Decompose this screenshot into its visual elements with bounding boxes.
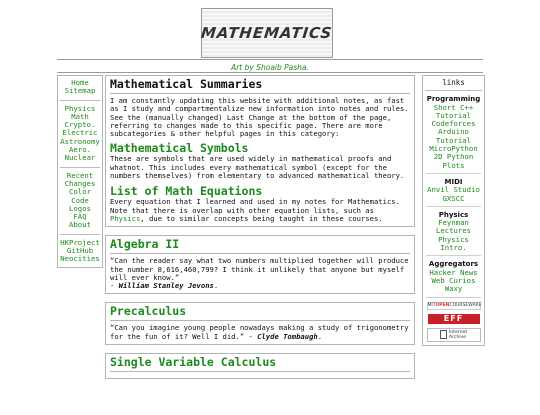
link-waxy[interactable]: Waxy: [444, 284, 463, 294]
link-arduino-tutorial[interactable]: Tutorial: [435, 135, 472, 145]
left-nav: [57, 75, 103, 268]
precalc-quote: “Can you imagine young people nowadays making a study of trigonometry for the fun of it? Well I did.” - Clyde Tombaugh.: [110, 323, 409, 341]
nav-crypto[interactable]: Crypto.: [64, 120, 96, 130]
link-gxscc[interactable]: GXSCC: [442, 193, 465, 203]
link-physics[interactable]: Physics: [438, 234, 469, 244]
symbols-link[interactable]: Mathematical Symbols: [110, 141, 249, 156]
nav-neocities[interactable]: Neocities: [60, 254, 100, 264]
link-plots[interactable]: Plots: [442, 160, 465, 170]
right-nav: [422, 75, 485, 346]
mathematics-banner-logo: [201, 8, 333, 58]
group-divider: [426, 297, 481, 298]
calc-link[interactable]: Single Variable Calculus: [110, 355, 277, 370]
symbols-description: These are symbols that are used widely in mathematical proofs and whatnot. This includes every mathematical symbol (except for the numbers themselves) from elementary to advanced mathematical theory.: [110, 154, 405, 181]
calc-section: [105, 353, 415, 379]
header-divider-top: [57, 59, 483, 60]
quote-author: William Stanley Jevons: [118, 281, 214, 291]
link-hacker-news[interactable]: Hacker News: [429, 267, 478, 277]
internet-archive-badge[interactable]: Internet Archive: [427, 328, 481, 342]
link-codeforces[interactable]: Codeforces: [431, 119, 476, 129]
section-rule: [110, 320, 410, 321]
precalc-link[interactable]: Precalculus: [110, 304, 187, 319]
section-rule: [110, 371, 410, 372]
nav-divider: [60, 234, 100, 235]
link-short-cpp[interactable]: Short C++: [433, 102, 474, 112]
nav-about[interactable]: About: [69, 220, 91, 230]
quote-author: Clyde Tombaugh: [257, 331, 318, 341]
nav-code[interactable]: Code: [71, 195, 89, 205]
nav-color[interactable]: Color: [69, 187, 91, 197]
section-rule: [110, 253, 410, 254]
nav-faq[interactable]: FAQ: [73, 212, 87, 222]
group-divider: [426, 173, 481, 174]
archive-building-icon: [440, 330, 447, 339]
physics-heading: Physics: [438, 210, 469, 219]
nav-astronomy[interactable]: Astronomy: [60, 136, 100, 146]
eff-badge[interactable]: EFF: [428, 314, 480, 324]
header-divider-bottom: [57, 72, 483, 73]
nav-github[interactable]: GitHub: [66, 246, 94, 256]
physics-link[interactable]: Physics: [110, 213, 141, 223]
link-micropython[interactable]: MicroPython: [429, 144, 478, 154]
banner-credit[interactable]: Art by Shoaib Pasha.: [231, 63, 309, 72]
algebra-quote: “Can the reader say what two numbers multiplied together will produce the number 8,616,460,799? I think it unlikely that anyone but myself will ever know.” - William Stanley Jevons.: [110, 256, 409, 291]
banner-text: MATHEMATICS: [200, 24, 334, 42]
link-physics-intro[interactable]: Intro.: [440, 243, 467, 253]
summary-box: [105, 75, 415, 227]
page-title: Mathematical Summaries: [110, 77, 263, 91]
link-arduino[interactable]: Arduino: [438, 127, 469, 137]
main-content: [105, 75, 415, 415]
links-title: links: [425, 78, 482, 91]
nav-divider: [60, 167, 100, 168]
algebra-link[interactable]: Algebra II: [110, 237, 180, 252]
title-rule: [110, 93, 410, 94]
nav-nuclear[interactable]: Nuclear: [64, 153, 96, 163]
equations-description: Every equation that I learned and used in my notes for Mathematics. Note that there is overlap with other equation lists, such as Physics, due to similar concepts being taught in these courses.: [110, 197, 400, 223]
link-feynman[interactable]: Feynman: [438, 218, 469, 228]
nav-physics[interactable]: Physics: [64, 103, 96, 113]
mit-opencourseware-badge[interactable]: MITOPENCOURSEWARE: [427, 302, 482, 308]
group-divider: [426, 206, 481, 207]
programming-heading: Programming: [426, 95, 481, 104]
nav-sitemap[interactable]: Sitemap: [64, 86, 96, 96]
link-2d-python[interactable]: 2D Python: [433, 152, 474, 162]
equations-link[interactable]: List of Math Equations: [110, 184, 263, 199]
link-feynman-lectures[interactable]: Lectures: [435, 226, 472, 236]
nav-divider: [60, 100, 100, 101]
intro-text: I am constantly updating this website with additional notes, as fast as I study and compartmentalize new information into notes and rules. See the (manually changed) Last Change at the bottom of the page, referring to changes made to this specific page. There are more subcategories & other helpful pages in this category:: [110, 96, 409, 139]
nav-hkproject[interactable]: HKProject: [60, 237, 100, 247]
nav-recent[interactable]: Recent: [66, 170, 94, 180]
group-divider: [426, 255, 481, 256]
link-cpp-tutorial[interactable]: Tutorial: [435, 110, 472, 120]
link-web-curios[interactable]: Web Curios: [431, 275, 476, 285]
nav-aero[interactable]: Aero.: [69, 145, 91, 155]
midi-heading: MIDI: [444, 177, 463, 186]
nav-changes[interactable]: Changes: [64, 178, 96, 188]
nav-home[interactable]: Home: [71, 78, 89, 87]
precalc-section: [105, 302, 415, 345]
nav-electric[interactable]: Electric: [62, 128, 98, 138]
nav-math[interactable]: Math: [71, 111, 89, 121]
algebra-section: [105, 235, 415, 294]
link-anvil-studio[interactable]: Anvil Studio: [427, 185, 480, 195]
aggregators-heading: Aggregators: [428, 260, 479, 269]
nav-logos[interactable]: Logos: [69, 203, 91, 213]
